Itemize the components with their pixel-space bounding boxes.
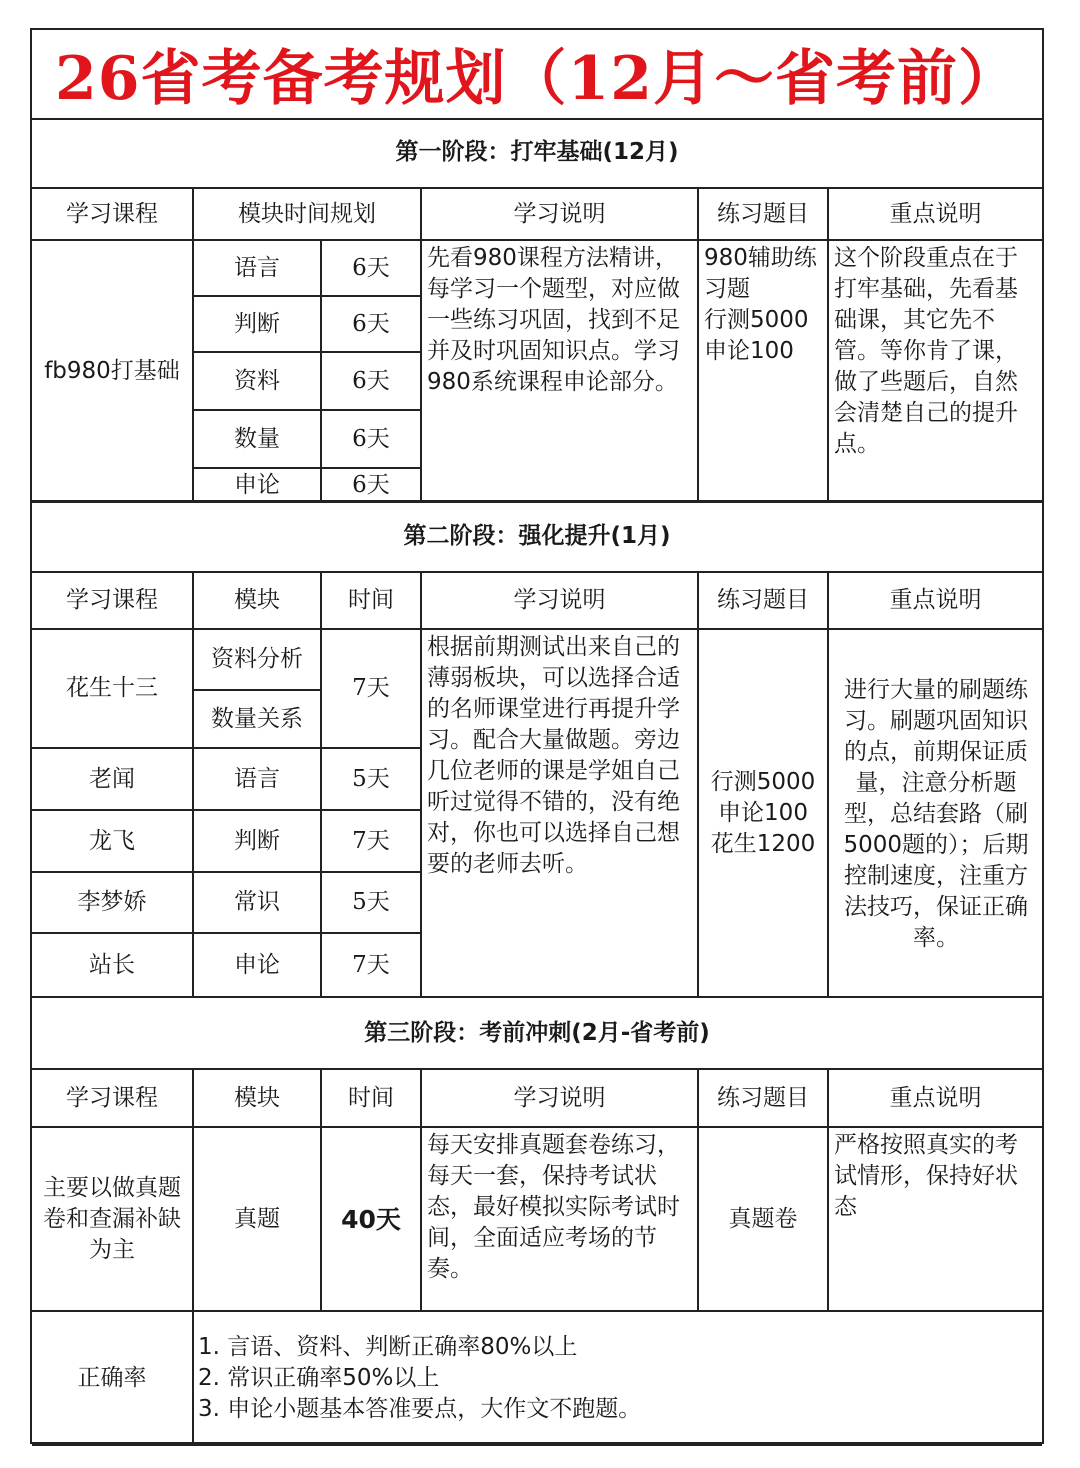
practice-item: 行测5000 [710,768,816,795]
module-time: 7天 [321,933,421,997]
practice-item: 申论100 [718,799,808,826]
module-name: 数量关系 [193,690,321,748]
teacher-name: 龙飞 [32,810,193,872]
module-time: 7天 [321,629,421,748]
teacher-name: 花生十三 [32,629,193,748]
header-course: 学习课程 [32,188,193,240]
stage2-key-points: 进行大量的刷题练习。刷题巩固知识的点，前期保证质量，注意分析题型，总结套路（刷5000题的）；后期控制速度，注重方法技巧，保证正确率。 [828,629,1042,997]
stage3-practice: 真题卷 [698,1127,828,1311]
header-description: 学习说明 [421,188,698,240]
module-name: 资料 [193,352,321,410]
accuracy-label: 正确率 [32,1311,193,1445]
header-key-points: 重点说明 [828,572,1042,629]
stage2-practice [698,629,828,997]
module-days: 6天 [321,240,421,296]
header-key-points: 重点说明 [828,1069,1042,1127]
stage1-description: 先看980课程方法精讲，每学习一个题型，对应做一些练习巩固，找到不足并及时巩固知识点。学习980系统课程申论部分。 [421,240,698,502]
accuracy-list [193,1311,1042,1445]
header-module: 模块 [193,572,321,629]
teacher-name: 站长 [32,933,193,997]
header-description: 学习说明 [421,572,698,629]
practice-item: 申论100 [704,338,794,364]
teacher-name: 李梦娇 [32,872,193,933]
page-title: 26省考备考规划（12月～省考前） [32,30,1042,120]
header-course: 学习课程 [32,1069,193,1127]
header-practice: 练习题目 [698,1069,828,1127]
practice-item: 行测5000 [704,307,809,333]
header-practice: 练习题目 [698,572,828,629]
module-name: 数量 [193,410,321,468]
accuracy-item: 1. 言语、资料、判断正确率80%以上 [198,1333,578,1360]
stage3-course: 主要以做真题卷和查漏补缺为主 [32,1127,193,1311]
module-days: 6天 [321,468,421,502]
practice-item: 花生1200 [710,830,816,857]
stage3-heading: 第三阶段：考前冲刺(2月-省考前) [32,997,1042,1069]
accuracy-item: 2. 常识正确率50%以上 [198,1364,440,1391]
stage1-key-points: 这个阶段重点在于打牢基础，先看基础课，其它先不管。等你肯了课，做了些题后，自然会清楚自己的提升点。 [828,240,1042,502]
stage2-description: 根据前期测试出来自己的薄弱板块，可以选择合适的名师课堂进行再提升学习。配合大量做题。旁边几位老师的课是学姐自己听过觉得不错的，没有绝对，你也可以选择自己想要的老师去听。 [421,629,698,997]
teacher-name: 老闻 [32,748,193,810]
module-days: 6天 [321,296,421,352]
module-name: 申论 [193,468,321,502]
header-module: 模块 [193,1069,321,1127]
stage2-heading: 第二阶段：强化提升(1月) [32,501,1042,572]
module-name: 常识 [193,872,321,933]
stage1-course: fb980打基础 [32,240,193,502]
stage2-table [32,500,1042,998]
module-days: 6天 [321,410,421,468]
accuracy-item: 3. 申论小题基本答准要点，大作文不跑题。 [198,1395,642,1422]
module-days: 6天 [321,352,421,410]
header-key-points: 重点说明 [828,188,1042,240]
module-name: 判断 [193,810,321,872]
stage3-key-points: 严格按照真实的考试情形，保持好状态 [828,1127,1042,1311]
header-practice: 练习题目 [698,188,828,240]
header-description: 学习说明 [421,1069,698,1127]
stage1-heading: 第一阶段：打牢基础(12月) [32,118,1042,188]
stage1-practice [698,240,828,502]
practice-item: 980辅助练习题 [704,245,817,302]
plan-table-frame [30,28,1044,1444]
header-time: 时间 [321,1069,421,1127]
module-name: 资料分析 [193,629,321,690]
module-time: 5天 [321,872,421,933]
module-name: 语言 [193,240,321,296]
stage3-table [32,996,1042,1446]
stage3-description: 每天安排真题套卷练习，每天一套，保持考试状态，最好模拟实际考试时间，全面适应考场的节奏。 [421,1127,698,1311]
module-time: 40天 [321,1127,421,1311]
stage1-table [32,118,1042,503]
header-course: 学习课程 [32,572,193,629]
module-time: 5天 [321,748,421,810]
module-name: 申论 [193,933,321,997]
module-name: 真题 [193,1127,321,1311]
header-module-time: 模块时间规划 [193,188,421,240]
module-time: 7天 [321,810,421,872]
module-name: 语言 [193,748,321,810]
module-name: 判断 [193,296,321,352]
header-time: 时间 [321,572,421,629]
